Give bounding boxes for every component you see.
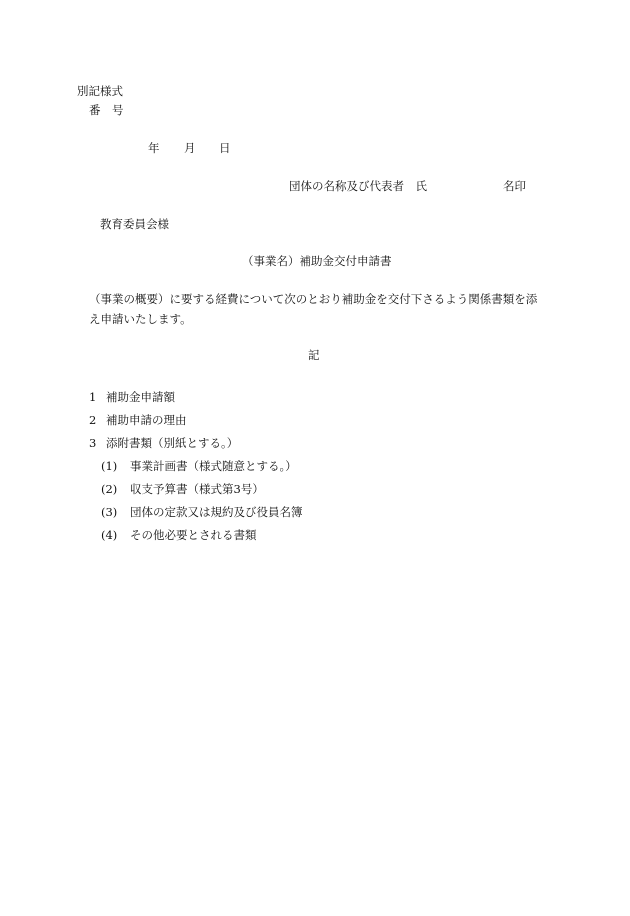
item-text: 添附書類（別紙とする。） xyxy=(106,436,239,450)
subitem-number: (2) xyxy=(101,482,118,496)
date-month-label: 月 xyxy=(184,141,196,155)
subitem-number: (4) xyxy=(101,528,118,542)
applicant-org-label: 団体の名称及び代表者 氏 xyxy=(289,179,427,193)
subitem-text: 団体の定款又は規約及び役員名簿 xyxy=(130,505,303,519)
item-text: 補助申請の理由 xyxy=(106,413,187,427)
item-number: 1 xyxy=(89,390,97,404)
body-line-2: え申請いたします。 xyxy=(89,312,192,326)
note-heading: 記 xyxy=(308,348,320,362)
subitem-text: その他必要とされる書類 xyxy=(130,528,257,542)
seal-label: 名印 xyxy=(503,179,526,193)
subitem-number: (3) xyxy=(101,505,118,519)
document-title: （事業名）補助金交付申請書 xyxy=(242,254,392,268)
item-number: 2 xyxy=(89,413,97,427)
addressee: 教育委員会様 xyxy=(100,217,169,231)
subitem-text: 事業計画書（様式随意とする。） xyxy=(130,459,297,473)
form-label: 別記様式 xyxy=(77,84,123,98)
document-number-label: 番 号 xyxy=(89,103,124,117)
subitem-number: (1) xyxy=(101,459,118,473)
item-text: 補助金申請額 xyxy=(106,390,175,404)
subitem-text: 収支予算書（様式第3号） xyxy=(130,482,264,496)
date-year-label: 年 xyxy=(148,141,160,155)
date-day-label: 日 xyxy=(219,141,231,155)
item-number: 3 xyxy=(89,436,97,450)
body-line-1: （事業の概要）に要する経費について次のとおり補助金を交付下さるよう関係書類を添 xyxy=(89,292,538,306)
